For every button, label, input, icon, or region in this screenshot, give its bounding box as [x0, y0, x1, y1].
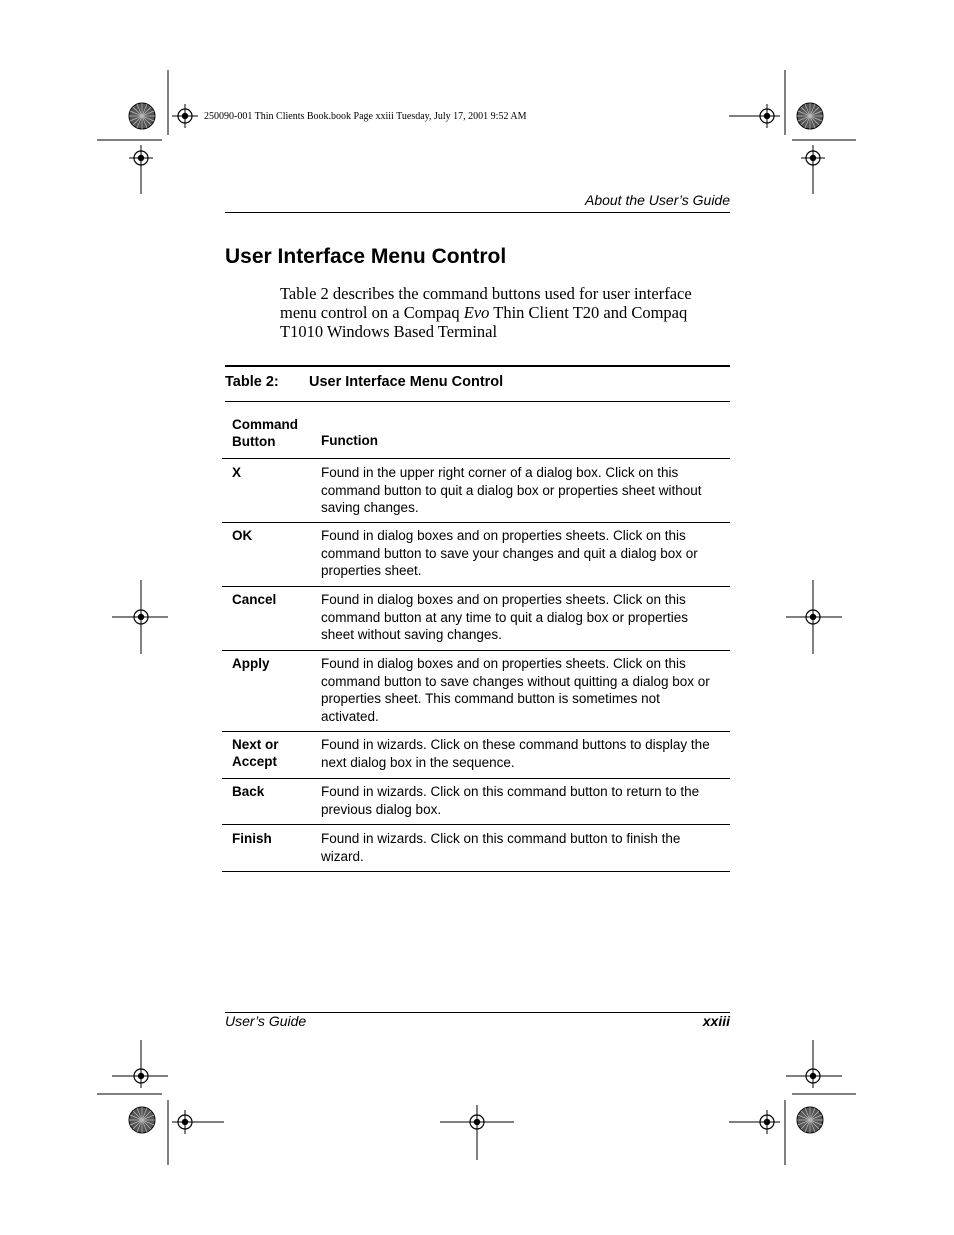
star-target-icon — [797, 103, 823, 129]
star-target-icon — [797, 1107, 823, 1133]
function-line: next dialog box in the sequence. — [321, 754, 515, 770]
function-line: properties sheet. — [321, 563, 422, 578]
function-line: Found in the upper right corner of a dialog box. Click on this — [321, 465, 679, 480]
function-line: Found in dialog boxes and on properties sheets. Click on this — [321, 592, 686, 607]
column-header-function: Function — [321, 433, 378, 448]
row-divider — [222, 778, 730, 779]
table-row-button: Back — [232, 784, 265, 799]
function-line: command button at any time to quit a dialog box or properties — [321, 609, 688, 625]
function-line: Found in wizards. Click on these command buttons to display the — [321, 737, 710, 752]
table-row-button: OK — [232, 528, 253, 543]
running-head: About the User’s Guide — [584, 192, 730, 208]
table-row-button: X — [232, 465, 242, 480]
page-number: xxiii — [702, 1013, 730, 1029]
row-divider — [222, 731, 730, 732]
table-caption-label: Table 2: — [225, 374, 279, 390]
row-divider — [222, 586, 730, 587]
button-line: Accept — [232, 754, 278, 769]
footer-book-title: User’s Guide — [225, 1013, 307, 1029]
intro-line: Table 2 describes the command buttons used for user interface — [280, 284, 692, 303]
row-divider — [222, 650, 730, 651]
intro-line — [280, 303, 720, 322]
table-header-rule — [222, 458, 730, 459]
table-row-function — [321, 591, 721, 644]
table-caption-rule — [225, 401, 730, 402]
intro-text: Thin Client T20 and Compaq — [489, 303, 688, 322]
function-line: command button to save changes without quitting a dialog box or — [321, 673, 710, 689]
row-divider — [222, 824, 730, 825]
table-row-function — [321, 464, 721, 517]
function-line: sheet without saving changes. — [321, 627, 502, 642]
table-bottom-rule — [222, 871, 730, 872]
table-row-function — [321, 527, 721, 580]
header-rule — [225, 212, 730, 213]
function-line: Found in wizards. Click on this command button to return to the — [321, 784, 700, 799]
function-line: previous dialog box. — [321, 801, 442, 817]
function-line: wizard. — [321, 848, 364, 864]
section-title: User Interface Menu Control — [225, 245, 507, 268]
table-row-button: Apply — [232, 656, 270, 671]
table-caption-title: User Interface Menu Control — [309, 374, 504, 390]
function-line: command button to quit a dialog box or properties sheet without — [321, 482, 702, 498]
function-line: activated. — [321, 708, 379, 724]
table-row-function — [321, 830, 721, 865]
star-target-icon — [129, 1107, 155, 1133]
printer-slug: 250090-001 Thin Clients Book.book Page xxiii Tuesday, July 17, 2001 9:52 AM — [204, 111, 527, 122]
header-line: Command — [232, 417, 299, 432]
row-divider — [222, 522, 730, 523]
function-line: Found in dialog boxes and on properties sheets. Click on this — [321, 528, 686, 543]
table-row-button: Finish — [232, 831, 272, 846]
intro-line: T1010 Windows Based Terminal — [280, 322, 498, 341]
table-row-button — [232, 736, 312, 770]
header-line: Button — [232, 434, 276, 449]
column-header-command-button — [232, 416, 312, 450]
function-line: Found in dialog boxes and on properties sheets. Click on this — [321, 656, 686, 671]
table-row-button: Cancel — [232, 592, 277, 607]
table-top-rule — [225, 365, 730, 367]
function-line: command button to save your changes and quit a dialog box or — [321, 545, 698, 561]
intro-text: menu control on a Compaq — [280, 303, 464, 322]
table-row-function — [321, 783, 721, 818]
intro-paragraph — [280, 284, 720, 341]
table-row-function — [321, 736, 721, 771]
table-row-function — [321, 655, 721, 725]
function-line: properties sheet. This command button is sometimes not — [321, 691, 660, 706]
star-target-icon — [129, 103, 155, 129]
function-line: saving changes. — [321, 500, 419, 515]
intro-emphasis: Evo — [463, 303, 490, 322]
button-line: Next or — [232, 737, 279, 752]
function-line: Found in wizards. Click on this command button to finish the — [321, 831, 681, 846]
